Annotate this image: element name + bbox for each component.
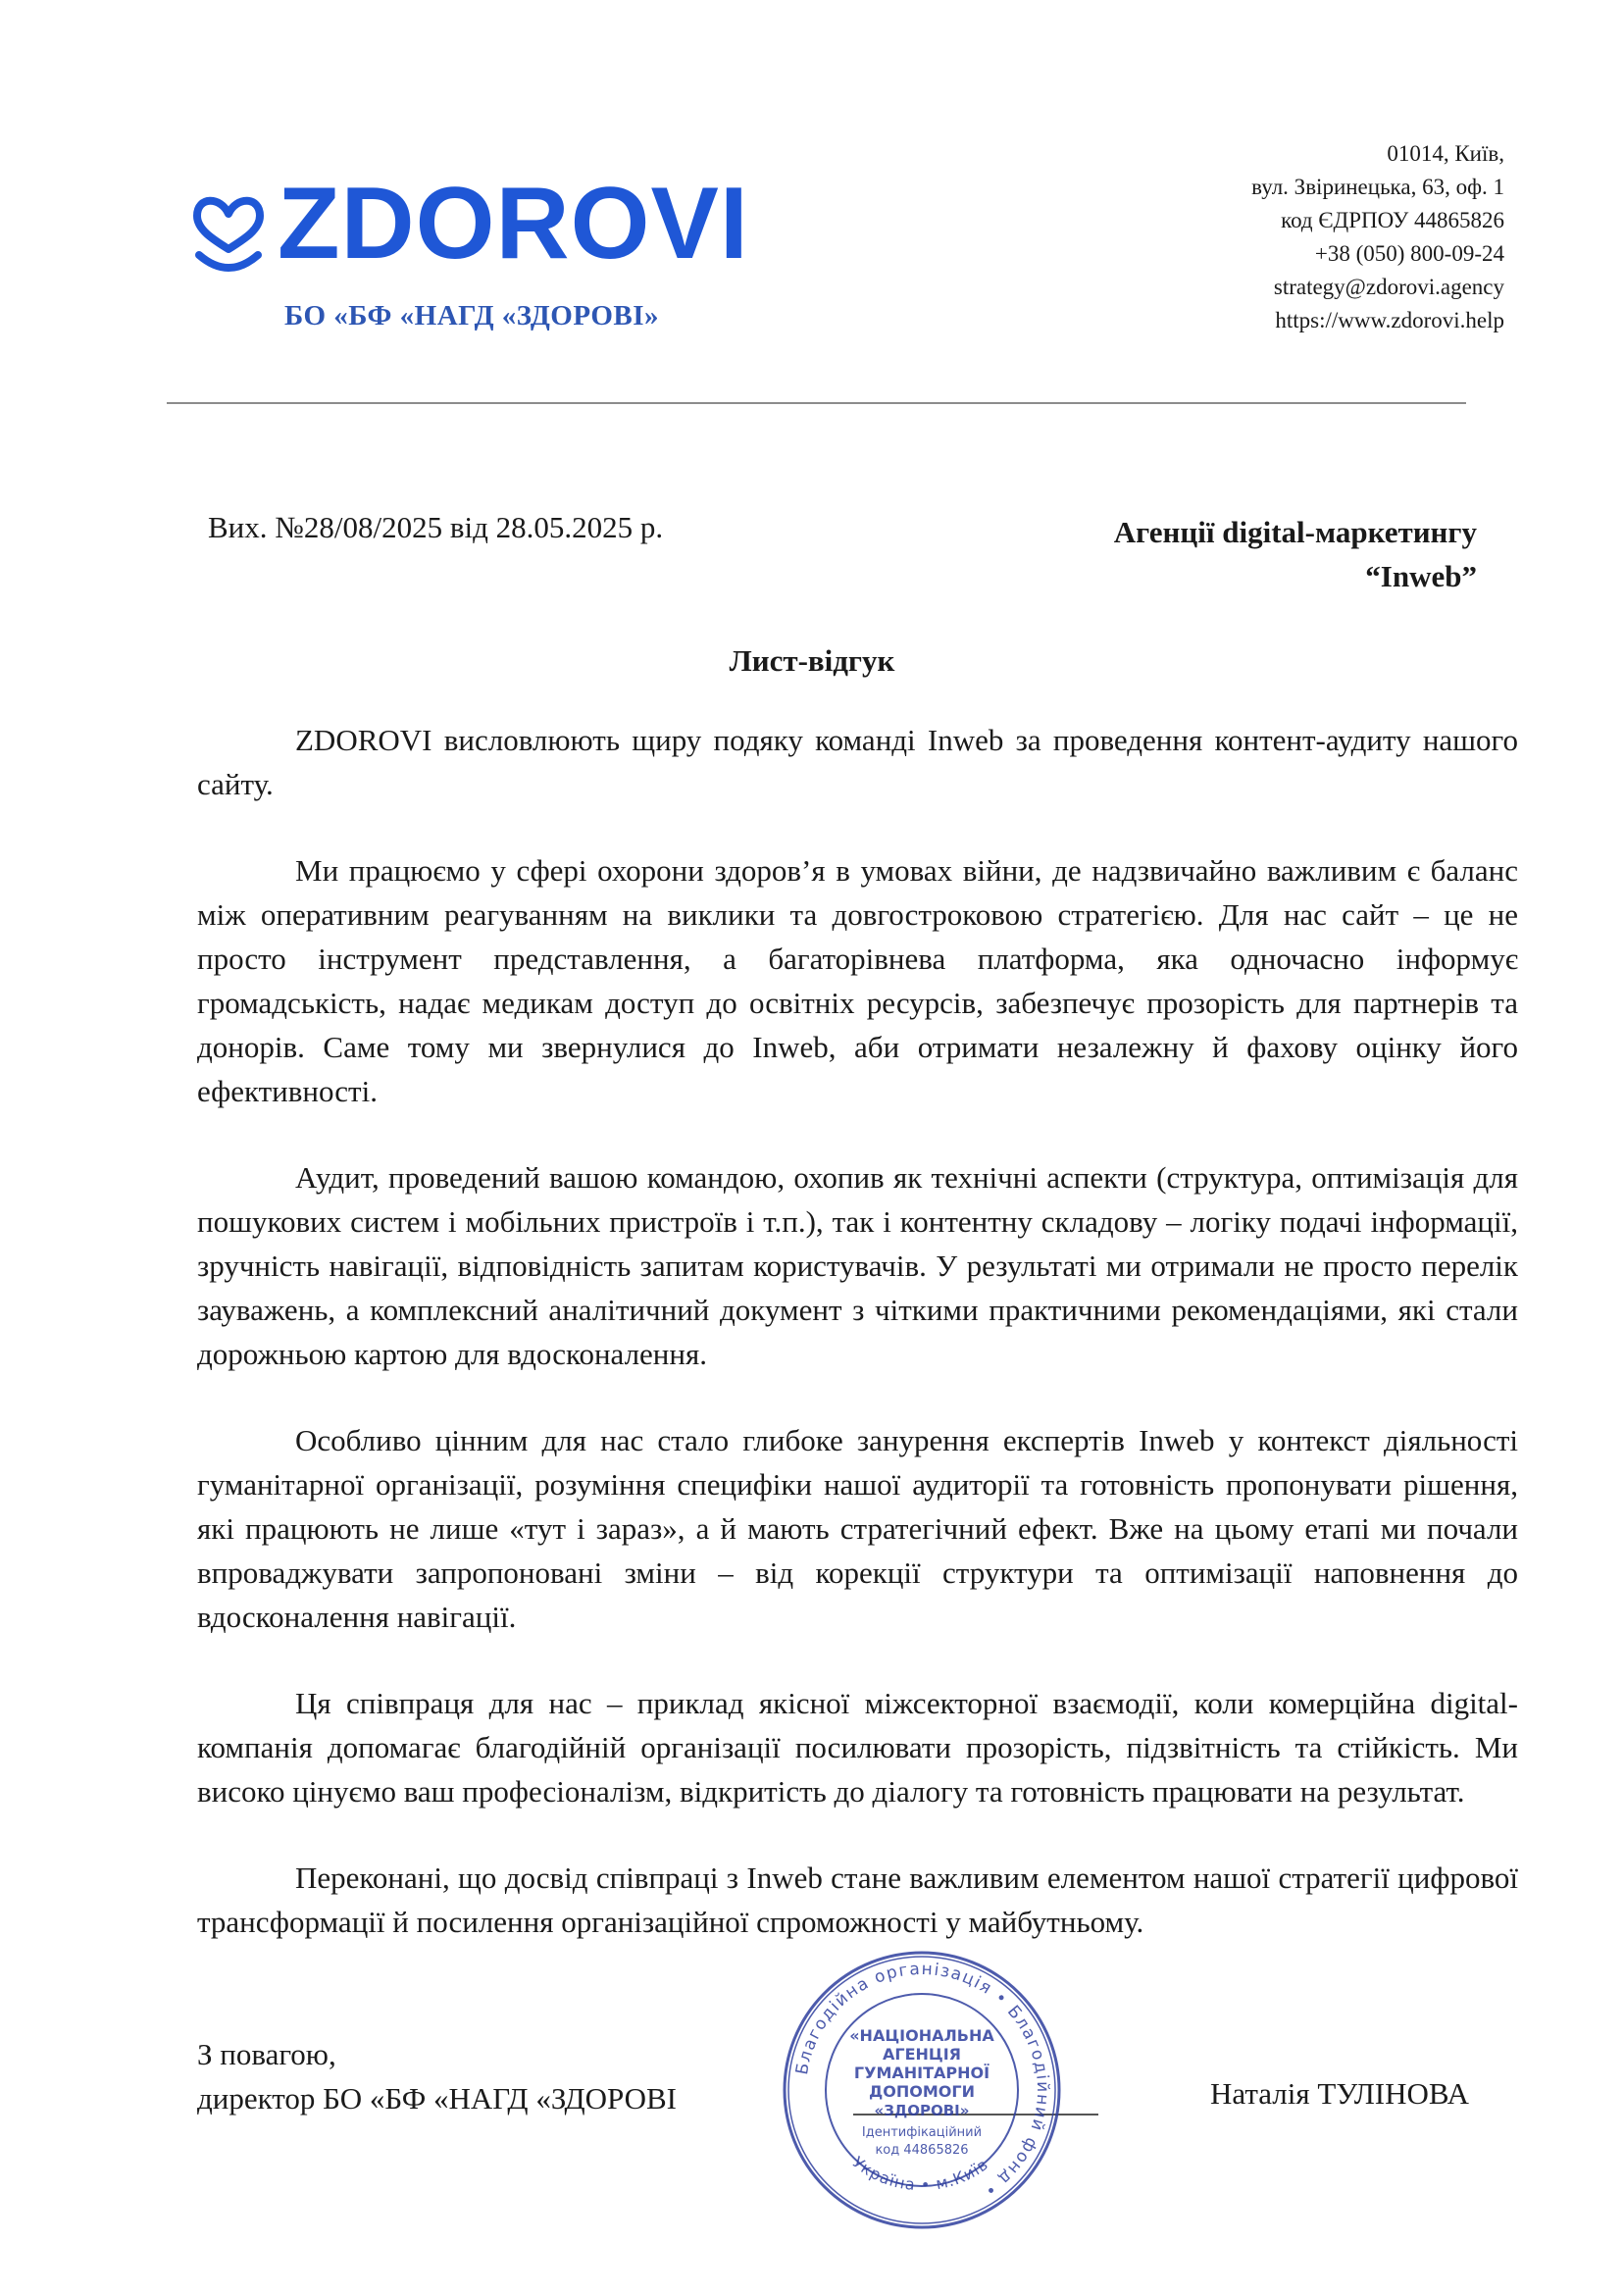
outgoing-reference: Вих. №28/08/2025 від 28.05.2025 р. xyxy=(208,510,664,544)
closing-block xyxy=(197,2032,677,2120)
contact-edrpou: код ЄДРПОУ 44865826 xyxy=(1281,208,1504,232)
official-stamp xyxy=(780,1948,1064,2232)
header-divider xyxy=(167,402,1466,404)
stamp-seal-graphic xyxy=(780,1948,1064,2232)
body-paragraph: ZDOROVI висловлюють щиру подяку команді Inweb за проведення контент-аудиту нашого сайту. xyxy=(197,723,1518,801)
svg-text:Україна • м.Київ xyxy=(849,2153,992,2194)
heart-icon xyxy=(191,190,266,279)
body-paragraph: Аудит, проведений вашою командою, охопив як технічні аспекти (структура, оптимізація для пошукових систем і мобільних пристроїв і т.п.), так і контентну складову – логіку подачі інформації, зручність навігації, відповідність запитам користувачів. У результаті ми отримали не просто перелік зауважень, а комплексний аналітичний документ з чіткими практичними рекомендаціями, які стали дорожньою картою для вдосконалення. xyxy=(197,1160,1518,1371)
contact-website[interactable]: https://www.zdorovi.help xyxy=(1275,308,1504,332)
body-paragraph: Ми працюємо у сфері охорони здоров’я в умовах війни, де надзвичайно важливим є баланс між оперативним реагуванням на виклики та довгостроковою стратегією. Для нас сайт – це не просто інструмент представлення, а багаторівнева платформа, яка одночасно інформує громадськість, надає медикам доступ до освітніх ресурсів, забезпечує прозорість для партнерів та донорів. Саме тому ми звернулися до Inweb, аби отримати незалежну й фахову оцінку його ефективності. xyxy=(197,853,1518,1108)
stamp-outer-text: Благодійна організація • Благодійний фонд • xyxy=(791,1959,1053,2202)
brand-name: ZDOROVI xyxy=(278,167,749,280)
stamp-bottom-text: Україна • м.Київ xyxy=(848,2152,992,2195)
brand-logo xyxy=(191,167,749,284)
stamp-line: код 44865826 xyxy=(875,2143,969,2158)
document-title: Лист-відгук xyxy=(729,643,895,678)
stamp-line: «НАЦІОНАЛЬНА xyxy=(849,2026,994,2045)
addressee-line-2: “Inweb” xyxy=(1365,559,1477,593)
addressee xyxy=(1114,510,1477,598)
contact-city: 01014, Київ, xyxy=(1387,141,1504,166)
stamp-line: «ЗДОРОВІ» xyxy=(874,2102,970,2119)
contact-phone[interactable]: +38 (050) 800-09-24 xyxy=(1314,241,1504,266)
org-subtitle: БО «БФ «НАГД «ЗДОРОВІ» xyxy=(284,300,660,331)
contact-block xyxy=(1251,137,1504,337)
body-paragraph: Переконані, що досвід співпраці з Inweb стане важливим елементом нашої стратегії цифрової трансформації й посилення організаційної спроможності у майбутньому. xyxy=(197,1861,1518,1939)
body-paragraph: Особливо цінним для нас стало глибоке занурення експертів Inweb у контекст діяльності гуманітарної організації, розуміння специфіки нашої аудиторії та готовність пропонувати рішення, які працюють не лише «тут і зараз», а й мають стратегічний ефект. Вже на цьому етапі ми почали впроваджувати запропоновані зміни – від корекції структури та оптимізації наповнення до вдосконалення навігації. xyxy=(197,1423,1518,1634)
signer-position: директор БО «БФ «НАГД «ЗДОРОВІ xyxy=(197,2081,678,2116)
body-paragraph: Ця співпраця для нас – приклад якісної міжсекторної взаємодії, коли комерційна digital-компанія допомагає благодійній організації посилювати прозорість, підзвітність та стійкість. Ми високо цінуємо ваш професіоналізм, відкритість до діалогу та готовність працювати на результат. xyxy=(197,1686,1518,1809)
contact-email[interactable]: strategy@zdorovi.agency xyxy=(1273,275,1504,299)
letter-body xyxy=(197,718,1518,1986)
stamp-line: Ідентифікаційний xyxy=(861,2125,983,2140)
stamp-line: ГУМАНІТАРНОЇ xyxy=(853,2064,990,2082)
stamp-line: ДОПОМОГИ xyxy=(869,2082,975,2101)
addressee-line-1: Агенції digital-маркетингу xyxy=(1113,515,1477,549)
stamp-line: АГЕНЦІЯ xyxy=(882,2045,962,2064)
contact-street: вул. Звіринецька, 63, оф. 1 xyxy=(1251,175,1504,199)
signer-name: Наталія ТУЛІНОВА xyxy=(1209,2076,1469,2111)
closing-greeting: З повагою, xyxy=(197,2037,336,2071)
